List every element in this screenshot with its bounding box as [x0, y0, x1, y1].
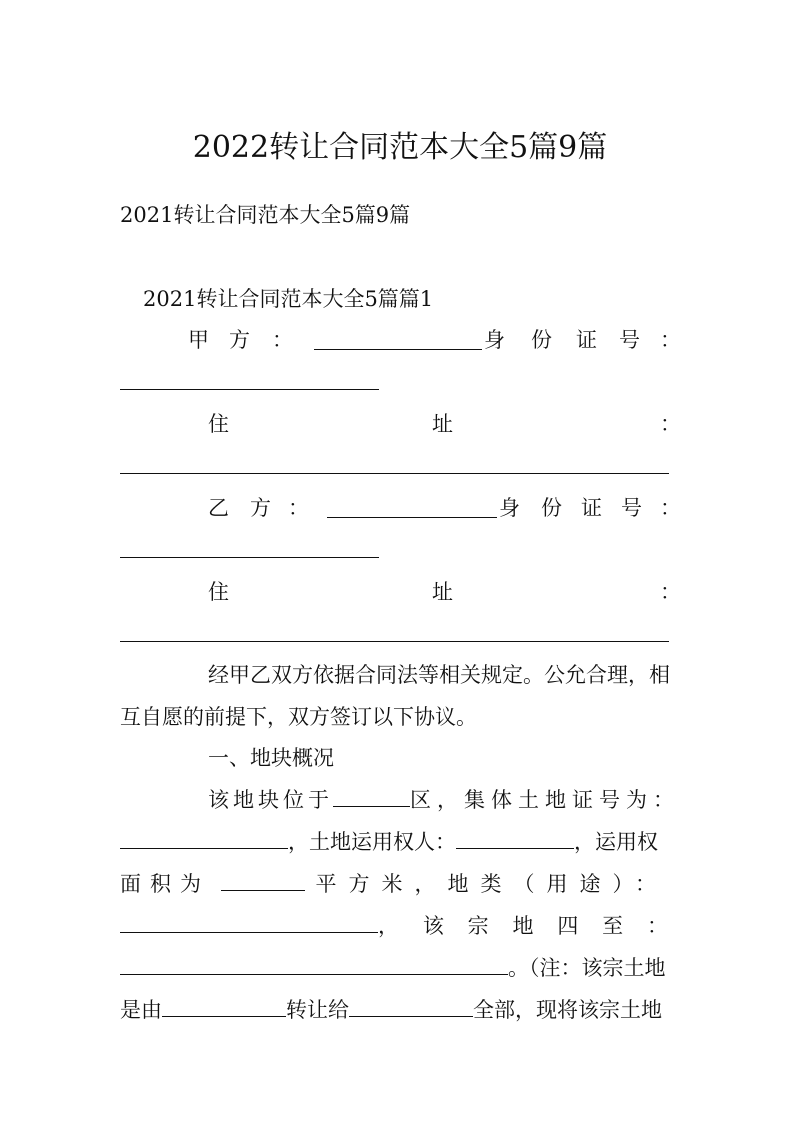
c1-l6-text-a: 是由 — [120, 998, 162, 1022]
c1-l6-text-b: 转让给 — [286, 998, 349, 1022]
party-b-id-blank — [120, 557, 379, 558]
clause-1-line-6 — [120, 995, 662, 1025]
party-a-id-char1: 身 — [484, 328, 505, 352]
c1-l6-text-c: 全部，现将该宗土地 — [473, 998, 662, 1022]
party-b-id-char4: 号 — [621, 496, 642, 520]
clause-1-heading: 一、地块概况 — [208, 746, 334, 770]
clause-1-line-1 — [208, 785, 680, 815]
party-a-id-colon: ： — [660, 328, 681, 352]
party-b-id-colon: ： — [660, 496, 681, 520]
party-a-label-char1: 甲 — [188, 328, 209, 352]
intro-line-2: 互自愿的前提下，双方签订以下协议。 — [120, 705, 477, 729]
use-blank-group — [120, 911, 399, 941]
document-title: 2022转让合同范本大全5篇9篇 — [192, 130, 608, 165]
party-a-colon: ： — [272, 328, 293, 352]
clause-1-line-2 — [120, 827, 658, 857]
land-use-blank — [120, 912, 378, 933]
document-subtitle: 2021转让合同范本大全5篇9篇 — [120, 203, 411, 227]
c1-l2-text-a: ，土地运用权人： — [288, 830, 456, 854]
party-b-label-char2: 方 — [250, 496, 271, 520]
party-a-label-char2: 方 — [229, 328, 250, 352]
boundary-blank — [120, 954, 508, 975]
party-a-id-char4: 号 — [619, 328, 640, 352]
right-holder-blank — [456, 828, 574, 849]
party-b-colon: ： — [288, 496, 309, 520]
c1-l1-text-a: 该地块位于 — [208, 788, 333, 812]
land-cert-blank — [120, 828, 288, 849]
address-a-blank — [120, 473, 669, 474]
transferor-blank — [162, 996, 286, 1017]
area-blank — [221, 870, 305, 891]
intro-line-1: 经甲乙双方依据合同法等相关规定。公允合理，相 — [208, 663, 670, 687]
c1-l2-text-b: ，运用权 — [574, 830, 658, 854]
c1-l4-char-gai: 该 — [422, 914, 444, 938]
address-a-colon: ： — [660, 412, 681, 436]
address-b-colon: ： — [660, 580, 681, 604]
address-a-label-char2: 址 — [432, 412, 453, 436]
c1-l3-text-b: 平方米，地类（用途）： — [315, 872, 668, 896]
party-b-label-char1: 乙 — [208, 496, 229, 520]
c1-l4-colon: ： — [646, 914, 668, 938]
c1-l4-char-si: 四 — [557, 914, 579, 938]
party-a-id-char3: 证 — [576, 328, 597, 352]
clause-1-line-5 — [120, 953, 666, 983]
transferee-blank — [349, 996, 473, 1017]
party-b-id-char3: 证 — [581, 496, 602, 520]
address-a-label-char1: 住 — [208, 412, 229, 436]
c1-l5-text: 。（注：该宗土地 — [508, 956, 666, 980]
c1-l4-comma: ， — [378, 914, 399, 938]
party-b-id-char2: 份 — [541, 496, 562, 520]
party-a-id-blank — [120, 389, 379, 390]
clause-1-line-4 — [120, 911, 668, 941]
c1-l4-char-di: 地 — [512, 914, 534, 938]
clause-1-line-3 — [120, 869, 668, 899]
address-b-label-char1: 住 — [208, 580, 229, 604]
c1-l3-text-a: 面积为 — [120, 872, 210, 896]
c1-l1-text-b: 区，集体土地证号为： — [410, 788, 680, 812]
c1-l4-char-zhi: 至 — [602, 914, 624, 938]
c1-l4-char-zong: 宗 — [467, 914, 489, 938]
section-heading: 2021转让合同范本大全5篇篇1 — [143, 287, 434, 311]
address-b-label-char2: 址 — [432, 580, 453, 604]
district-blank — [333, 786, 410, 807]
party-a-name-blank — [314, 349, 482, 350]
party-b-name-blank — [327, 517, 497, 518]
address-b-blank — [120, 641, 669, 642]
party-a-id-char2: 份 — [531, 328, 552, 352]
party-b-id-char1: 身 — [499, 496, 520, 520]
